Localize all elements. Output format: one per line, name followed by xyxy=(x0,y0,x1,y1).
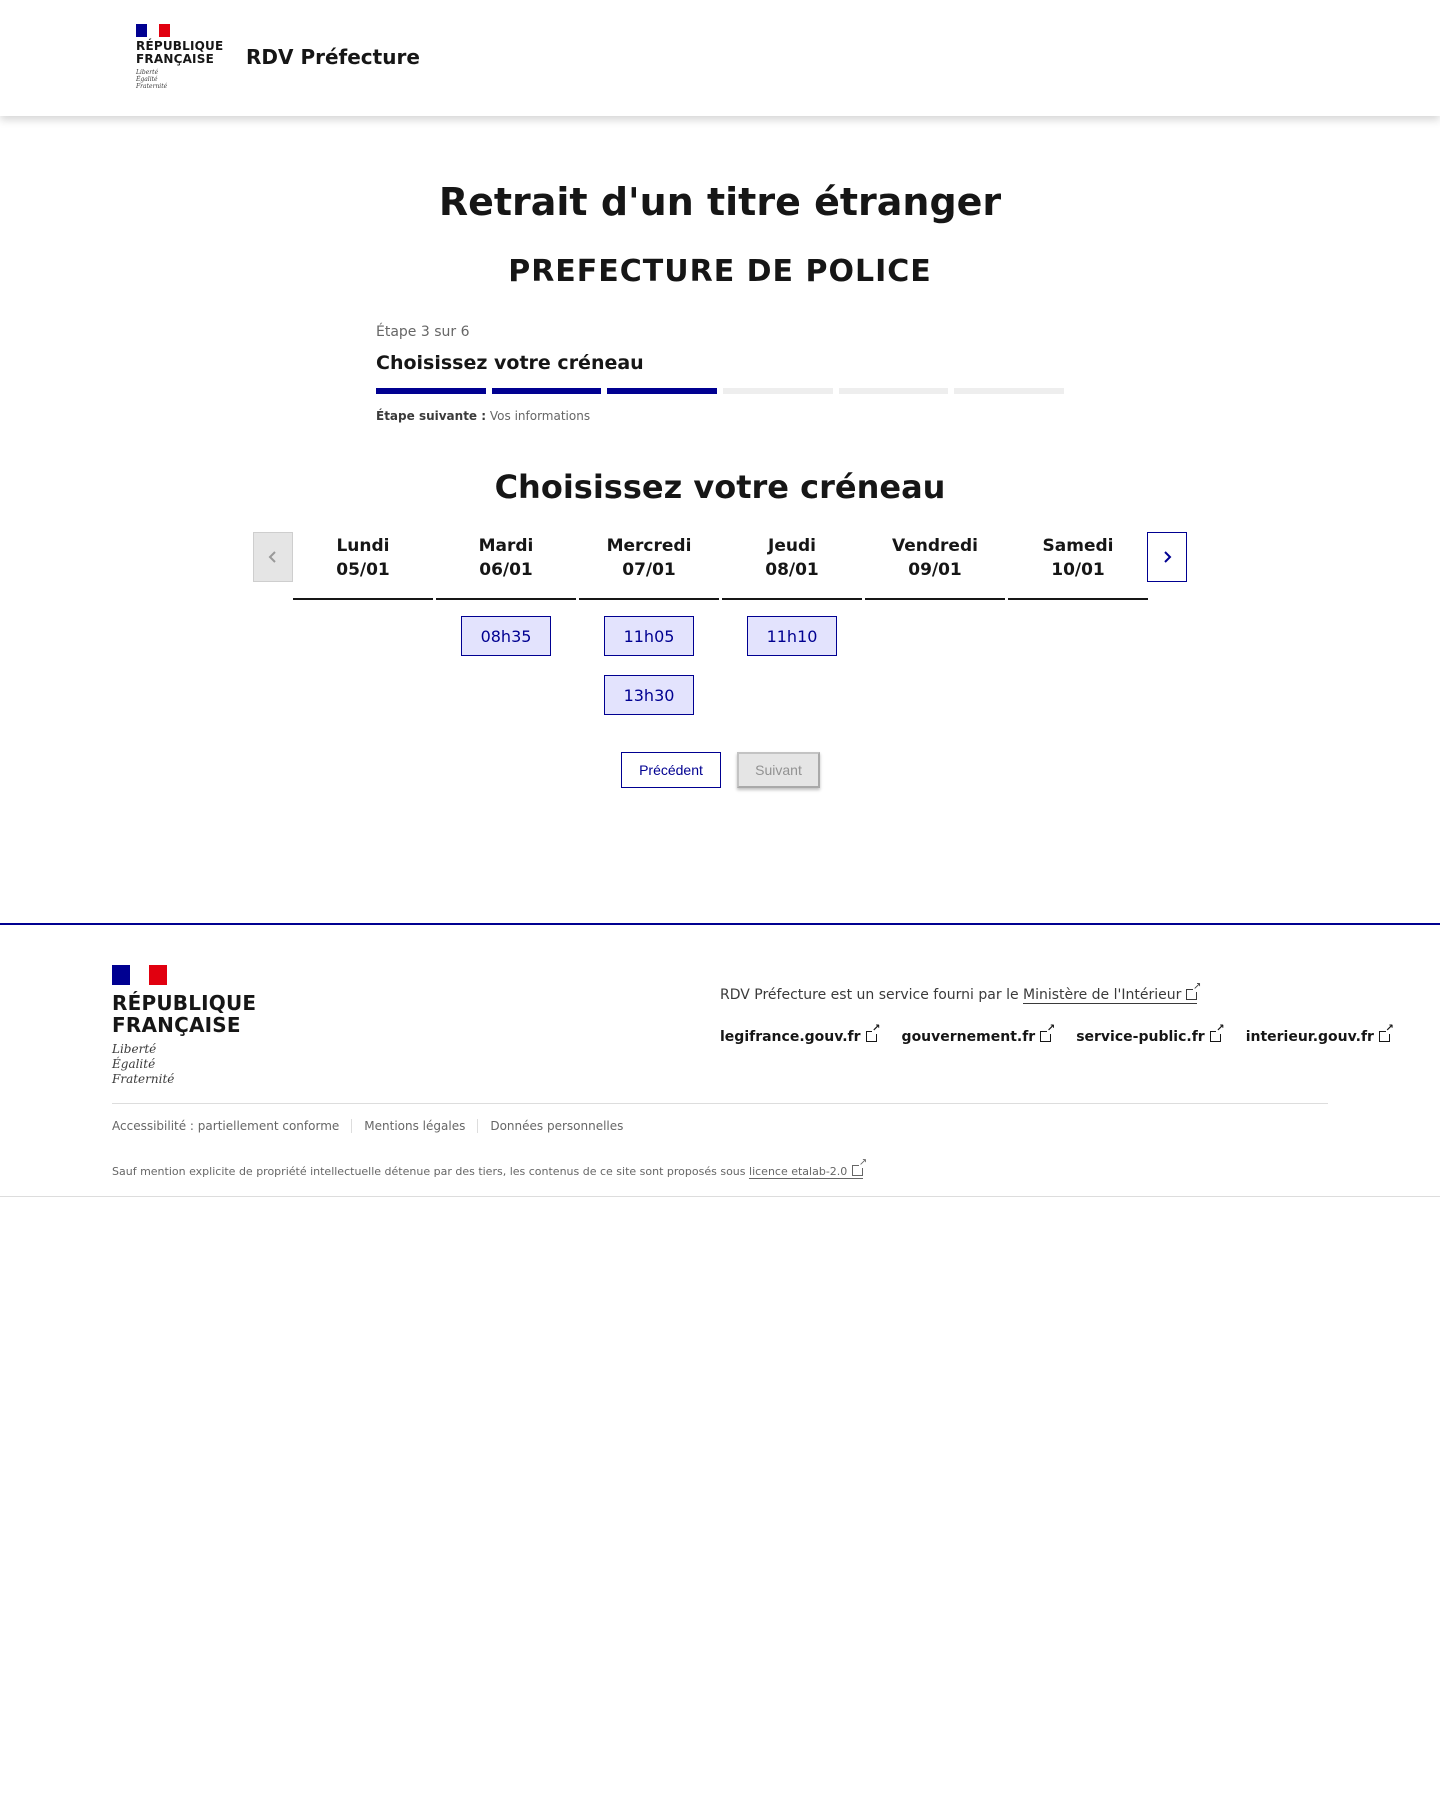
footer-logo[interactable] xyxy=(112,965,256,1087)
external-link-icon xyxy=(1379,1031,1390,1042)
logo-motto: Liberté Égalité Fraternité xyxy=(136,69,168,90)
previous-days-button[interactable] xyxy=(253,532,293,582)
service-title[interactable]: RDV Préfecture xyxy=(246,45,420,69)
footer-license: Sauf mention explicite de propriété intellectuelle détenue par des tiers, les contenus de ce site sont proposés sous licence etalab-2.0↗ xyxy=(112,1165,863,1178)
footer-links xyxy=(720,1029,1390,1045)
marianne-flag-icon xyxy=(112,965,167,985)
day-header xyxy=(436,532,576,600)
time-slot-button[interactable]: 11h05 xyxy=(604,616,694,656)
footer-bottom-link[interactable]: Accessibilité : partiellement conforme xyxy=(112,1119,340,1133)
external-link-icon xyxy=(852,1165,863,1176)
slot-list xyxy=(436,616,576,656)
chevron-left-icon xyxy=(267,551,279,563)
day-column xyxy=(436,532,576,656)
slot-list xyxy=(579,616,719,715)
marianne-flag-icon xyxy=(136,24,170,37)
day-name: Samedi xyxy=(1042,536,1114,556)
slot-list xyxy=(722,616,862,656)
footer-bottom-link[interactable]: Mentions légales xyxy=(351,1119,477,1133)
step-state: Étape 3 sur 6 xyxy=(376,324,470,340)
day-date: 09/01 xyxy=(908,560,962,580)
step-next-label: Étape suivante : xyxy=(376,409,487,423)
day-date: 05/01 xyxy=(336,560,390,580)
footer-external-link[interactable]: interieur.gouv.fr↗ xyxy=(1246,1029,1390,1045)
footer-description: RDV Préfecture est un service fourni par le Ministère de l'Intérieur↗ xyxy=(720,987,1197,1003)
step-next xyxy=(376,409,1064,423)
next-days-button[interactable] xyxy=(1147,532,1187,582)
footer-bottom-links xyxy=(112,1119,635,1133)
step-title: Choisissez votre créneau xyxy=(376,352,644,374)
day-column xyxy=(722,532,862,656)
day-date: 08/01 xyxy=(765,560,819,580)
logo-line-2: FRANÇAISE xyxy=(112,1013,241,1037)
previous-button[interactable]: Précédent xyxy=(621,752,721,788)
logo-line-1: RÉPUBLIQUE xyxy=(136,39,224,53)
republique-francaise-logo[interactable] xyxy=(136,24,224,90)
day-name: Vendredi xyxy=(892,536,978,556)
stepper xyxy=(376,324,1064,423)
section-title: Choisissez votre créneau xyxy=(494,468,946,506)
day-name: Jeudi xyxy=(768,536,816,556)
footer-external-link[interactable]: service-public.fr↗ xyxy=(1076,1029,1220,1045)
footer-bottom-link[interactable]: Données personnelles xyxy=(477,1119,635,1133)
day-date: 07/01 xyxy=(622,560,676,580)
day-date: 06/01 xyxy=(479,560,533,580)
license-link[interactable]: licence etalab-2.0↗ xyxy=(749,1165,863,1179)
footer-divider xyxy=(112,1103,1328,1104)
step-bar xyxy=(723,388,833,394)
footer xyxy=(0,923,1440,1197)
day-name: Mercredi xyxy=(606,536,692,556)
day-column xyxy=(293,532,433,616)
step-progress xyxy=(376,388,1064,394)
day-column xyxy=(579,532,719,715)
day-date: 10/01 xyxy=(1051,560,1105,580)
logo-line-1: RÉPUBLIQUE xyxy=(112,991,257,1015)
day-name: Mardi xyxy=(478,536,534,556)
header xyxy=(0,0,1440,116)
external-link-icon xyxy=(1210,1031,1221,1042)
time-slot-button[interactable]: 13h30 xyxy=(604,675,694,715)
external-link-icon xyxy=(1040,1031,1051,1042)
external-link-icon xyxy=(866,1031,877,1042)
step-bar xyxy=(376,388,486,394)
step-bar xyxy=(607,388,717,394)
day-name: Lundi xyxy=(336,536,390,556)
ministere-link[interactable]: Ministère de l'Intérieur↗ xyxy=(1023,987,1197,1004)
time-slot-button[interactable]: 08h35 xyxy=(461,616,551,656)
day-column xyxy=(865,532,1005,616)
day-header xyxy=(579,532,719,600)
logo-line-2: FRANÇAISE xyxy=(136,52,214,66)
day-header xyxy=(1008,532,1148,600)
day-header xyxy=(722,532,862,600)
page-title: Retrait d'un titre étranger xyxy=(438,180,1002,224)
time-slot-button[interactable]: 11h10 xyxy=(747,616,837,656)
chevron-right-icon xyxy=(1161,551,1173,563)
logo-motto: Liberté Égalité Fraternité xyxy=(112,1042,175,1086)
step-next-value: Vos informations xyxy=(489,409,591,423)
step-bar xyxy=(954,388,1064,394)
next-button[interactable]: Suivant xyxy=(737,752,820,788)
day-column xyxy=(1008,532,1148,616)
day-header xyxy=(293,532,433,600)
step-bar xyxy=(492,388,602,394)
footer-external-link[interactable]: legifrance.gouv.fr↗ xyxy=(720,1029,877,1045)
page-subtitle: PREFECTURE DE POLICE xyxy=(508,254,932,289)
footer-external-link[interactable]: gouvernement.fr↗ xyxy=(902,1029,1052,1045)
day-header xyxy=(865,532,1005,600)
external-link-icon xyxy=(1186,989,1197,1000)
step-bar xyxy=(839,388,949,394)
